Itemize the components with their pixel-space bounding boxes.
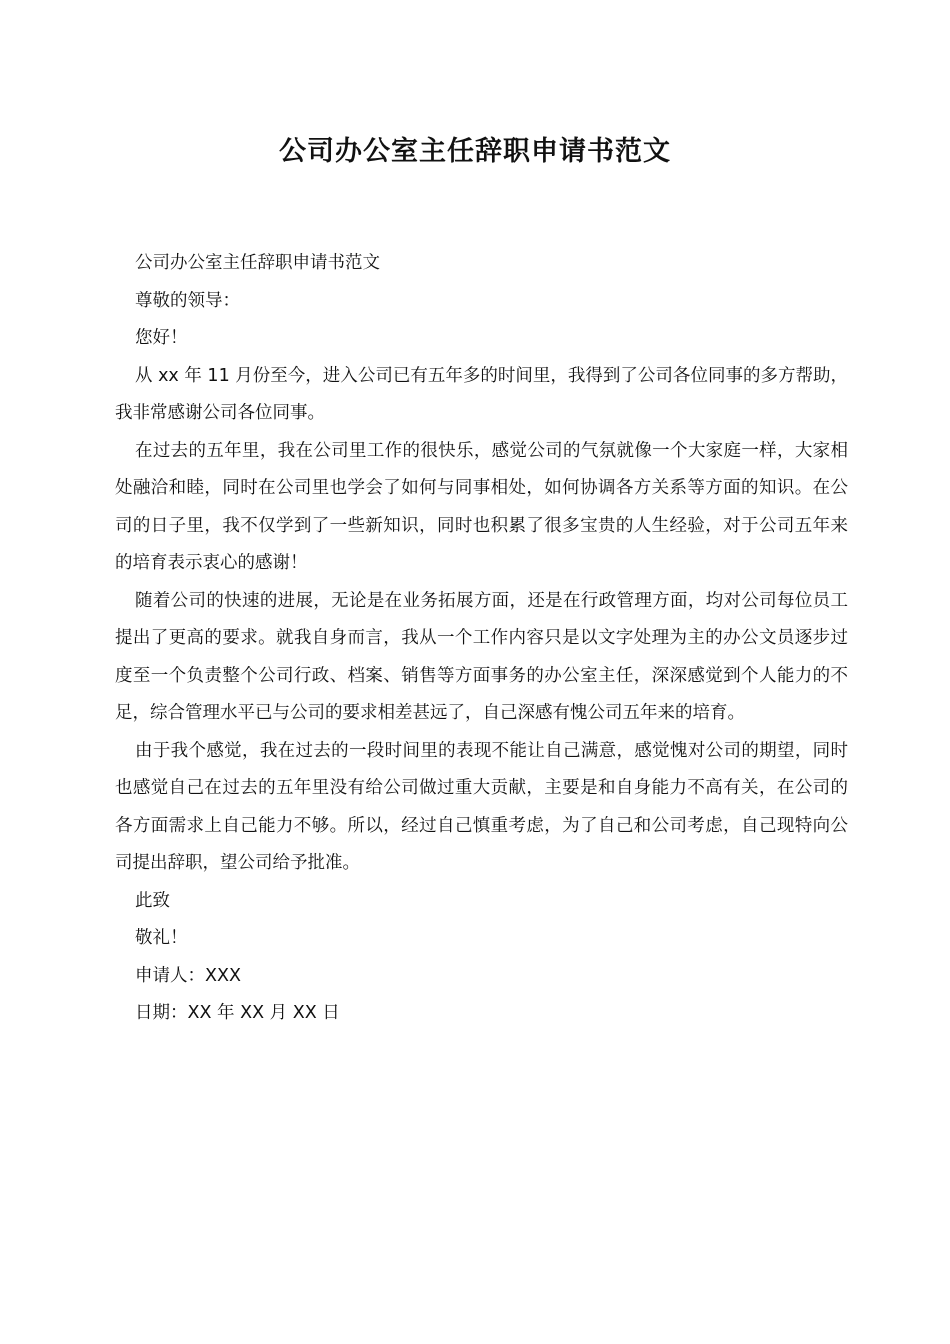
- salutation: 尊敬的领导：: [135, 290, 240, 311]
- body-paragraph-2: 在过去的五年里，我在公司里工作的很快乐，感觉公司的气氛就像一个大家庭一样，大家相处融洽和睦，同时在公司里也学会了如何与同事相处，如何协调各方关系等方面的知识。在公司的日子里，我不仅学到了一些新知识，同时也积累了很多宝贵的人生经验，对于公司五年来的培育表示衷心的感谢！: [115, 440, 848, 573]
- greeting: 您好！: [135, 328, 188, 348]
- document-title: 公司办公室主任辞职申请书范文: [279, 136, 671, 167]
- closing-line: 此致: [135, 890, 170, 911]
- closing-salute: 敬礼！: [135, 928, 188, 948]
- document-body: [115, 245, 848, 1033]
- body-heading: 公司办公室主任辞职申请书范文: [135, 253, 380, 273]
- applicant-line: 申请人：XXX: [135, 965, 241, 986]
- body-paragraph-3: 随着公司的快速的进展，无论是在业务拓展方面，还是在行政管理方面，均对公司每位员工提出了更高的要求。就我自身而言，我从一个工作内容只是以文字处理为主的办公文员逐步过度至一个负责整个公司行政、档案、销售等方面事务的办公室主任，深深感觉到个人能力的不足，综合管理水平已与公司的要求相差甚远了，自己深感有愧公司五年来的培育。: [115, 590, 848, 723]
- date-line: 日期：XX 年 XX 月 XX 日: [135, 1003, 340, 1023]
- body-paragraph-4: 由于我个感觉，我在过去的一段时间里的表现不能让自己满意，感觉愧对公司的期望，同时也感觉自己在过去的五年里没有给公司做过重大贡献，主要是和自身能力不高有关，在公司的各方面需求上自己能力不够。所以，经过自己慎重考虑，为了自己和公司考虑，自己现特向公司提出辞职，望公司给予批准。: [115, 740, 848, 873]
- body-paragraph-1: 从 xx 年 11 月份至今，进入公司已有五年多的时间里，我得到了公司各位同事的多方帮助，我非常感谢公司各位同事。: [115, 365, 848, 423]
